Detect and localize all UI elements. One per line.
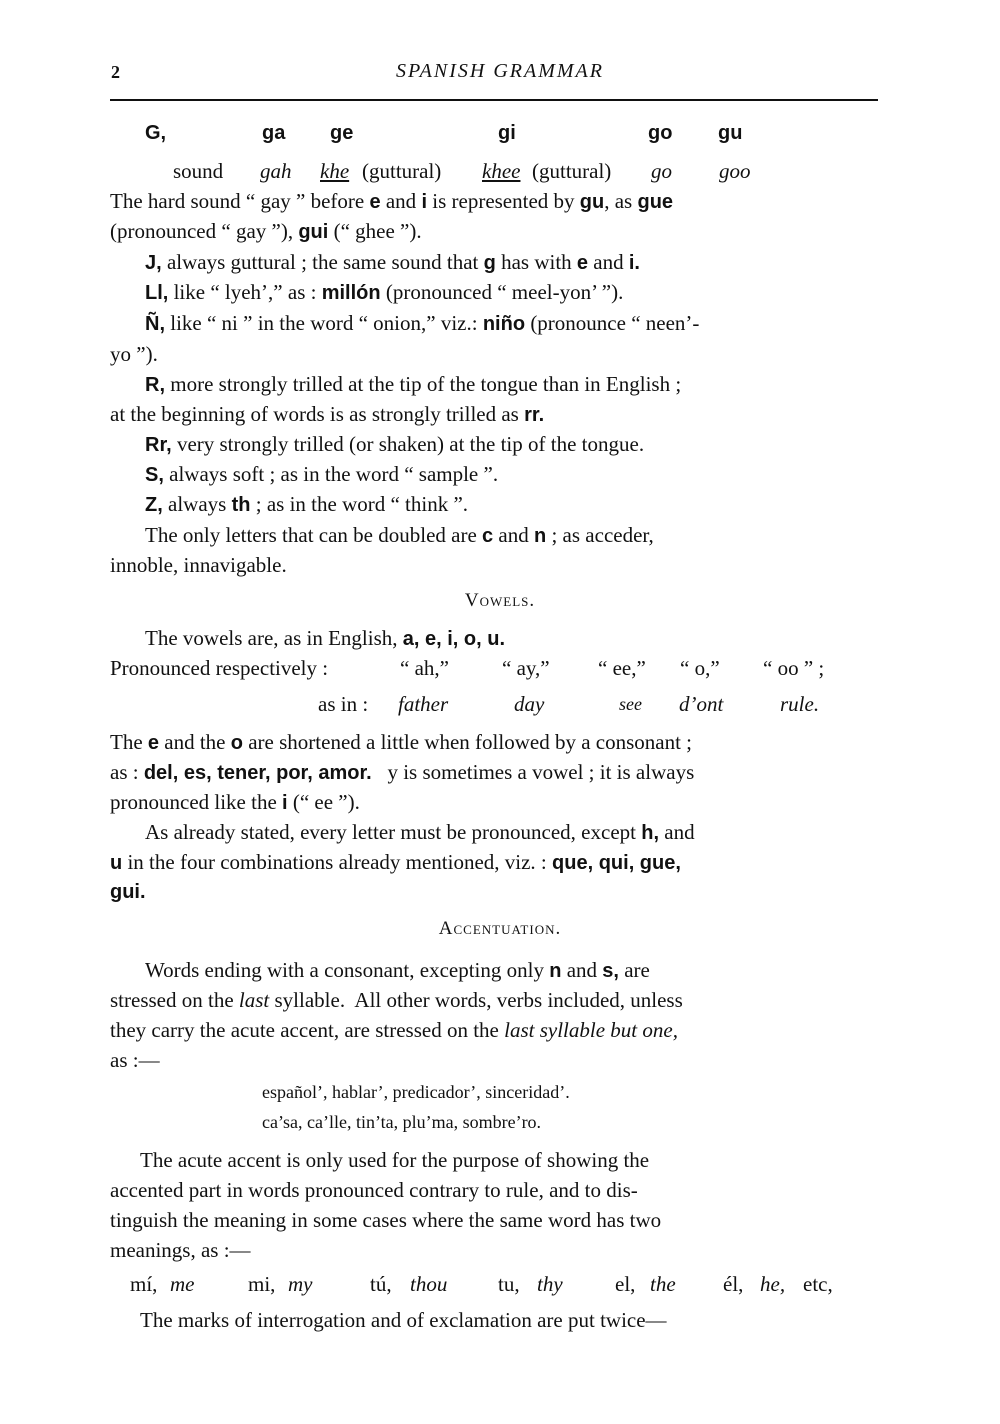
example-day: day xyxy=(514,692,545,716)
sound-khe: khe xyxy=(320,159,350,183)
accent-line-2: stressed on the last syllable. All other words, verbs included, unless xyxy=(110,988,683,1012)
example-dont: d’ont xyxy=(679,692,724,716)
vowels-heading: Vowels. xyxy=(464,590,536,611)
pair-etc: etc, xyxy=(803,1272,833,1296)
shortened-line-1: The e and the o are shortened a little when followed by a consonant ; xyxy=(110,730,693,754)
pair-meaning-thy: thy xyxy=(537,1272,563,1296)
hard-sound-line-1: The hard sound “ gay ” before e and i is represented by gu, as gue xyxy=(110,189,674,213)
pron-ay: “ ay,” xyxy=(502,656,550,680)
z-rule: Z, always th ; as in the word “ think ”. xyxy=(145,492,469,516)
pronounced-label: Pronounced respectively : xyxy=(110,656,329,680)
accent-example-1: español’, hablar’, predicador’, sinceridad’. xyxy=(262,1082,570,1102)
last-line: The marks of interrogation and of exclamation are put twice— xyxy=(140,1308,667,1332)
pair-meaning-me: me xyxy=(170,1272,195,1296)
sound-gah: gah xyxy=(260,159,292,183)
pair-word-mi: mi, xyxy=(248,1272,276,1296)
pair-meaning-the: the xyxy=(650,1272,676,1296)
pair-meaning-my: my xyxy=(288,1272,313,1296)
acute-line-3: tinguish the meaning in some cases where the same word has two xyxy=(110,1208,662,1232)
sound-go: go xyxy=(651,159,672,183)
r-rule-line-1: R, more strongly trilled at the tip of the tongue than in English ; xyxy=(145,372,682,396)
pair-word-tu-accented: tú, xyxy=(370,1272,392,1296)
accent-example-2: ca’sa, ca’lle, tin’ta, plu’ma, sombre’ro. xyxy=(262,1112,542,1132)
acute-line-4: meanings, as :— xyxy=(110,1238,251,1262)
shortened-line-2: as : del, es, tener, por, amor. y is sometimes a vowel ; it is always xyxy=(110,760,695,784)
vowels-line-1: The vowels are, as in English, a, e, i, o, u. xyxy=(145,626,506,650)
stated-line-2: u in the four combinations already mentioned, viz. : que, qui, gue, xyxy=(110,850,681,874)
shortened-line-3: pronounced like the i (“ ee ”). xyxy=(110,790,360,814)
sound-khee: khee xyxy=(482,159,521,183)
sound-label: sound xyxy=(173,159,224,183)
stated-line-1: As already stated, every letter must be pronounced, except h, and xyxy=(145,820,695,844)
example-see: see xyxy=(619,694,642,714)
n-tilde-rule-cont: yo ”). xyxy=(110,342,158,366)
pron-ah: “ ah,” xyxy=(400,656,449,680)
g-go: go xyxy=(648,122,673,144)
as-in-label: as in : xyxy=(318,692,369,716)
g-ga: ga xyxy=(262,122,286,144)
accentuation-heading: Accentuation. xyxy=(438,918,562,939)
pron-oo: “ oo ” ; xyxy=(763,656,825,680)
acute-line-1: The acute accent is only used for the purpose of showing the xyxy=(140,1148,650,1172)
ll-rule: Ll, like “ lyeh’,” as : millón (pronounced “ meel-yon’ ”). xyxy=(145,280,624,304)
header-rule xyxy=(110,99,878,101)
pair-word-mi-accented: mí, xyxy=(130,1272,158,1296)
pron-o: “ o,” xyxy=(680,656,720,680)
accent-line-4: as :— xyxy=(110,1048,160,1072)
pair-word-tu: tu, xyxy=(498,1272,520,1296)
sound-goo: goo xyxy=(719,159,751,183)
hard-sound-line-2: (pronounced “ gay ”), gui (“ ghee ”). xyxy=(110,219,422,243)
page-number: 2 xyxy=(111,62,120,82)
example-rule: rule. xyxy=(780,692,820,716)
pair-word-el-accented: él, xyxy=(723,1272,744,1296)
doubled-letters-line-2: innoble, innavigable. xyxy=(110,553,287,577)
s-rule: S, always soft ; as in the word “ sample ”. xyxy=(145,462,499,486)
g-gu: gu xyxy=(718,122,743,144)
g-gi: gi xyxy=(498,122,516,144)
stated-line-3: gui. xyxy=(110,881,146,903)
acute-line-2: accented part in words pronounced contrary to rule, and to dis- xyxy=(110,1178,638,1202)
pair-word-el: el, xyxy=(615,1272,636,1296)
pair-meaning-thou: thou xyxy=(410,1272,448,1296)
r-rule-line-2: at the beginning of words is as strongly trilled as rr. xyxy=(110,402,545,426)
sound-guttural-2: (guttural) xyxy=(532,159,612,183)
running-title: SPANISH GRAMMAR xyxy=(396,60,604,82)
j-rule: J, always guttural ; the same sound that g has with e and i. xyxy=(145,250,640,274)
g-ge: ge xyxy=(330,122,354,144)
accent-line-1: Words ending with a consonant, excepting only n and s, are xyxy=(145,958,650,982)
doubled-letters-line-1: The only letters that can be doubled are c and n ; as acceder, xyxy=(145,523,654,547)
rr-rule: Rr, very strongly trilled (or shaken) at the tip of the tongue. xyxy=(145,432,645,456)
n-tilde-rule: Ñ, like “ ni ” in the word “ onion,” viz.: niño (pronounce “ neen’- xyxy=(145,311,700,335)
accent-line-3: they carry the acute accent, are stressed on the last syllable but one, xyxy=(110,1018,678,1042)
example-father: father xyxy=(398,692,449,716)
pron-ee: “ ee,” xyxy=(598,656,646,680)
pair-meaning-he: he, xyxy=(760,1272,786,1296)
sound-guttural-1: (guttural) xyxy=(362,159,442,183)
g-letter: G, xyxy=(145,122,167,144)
